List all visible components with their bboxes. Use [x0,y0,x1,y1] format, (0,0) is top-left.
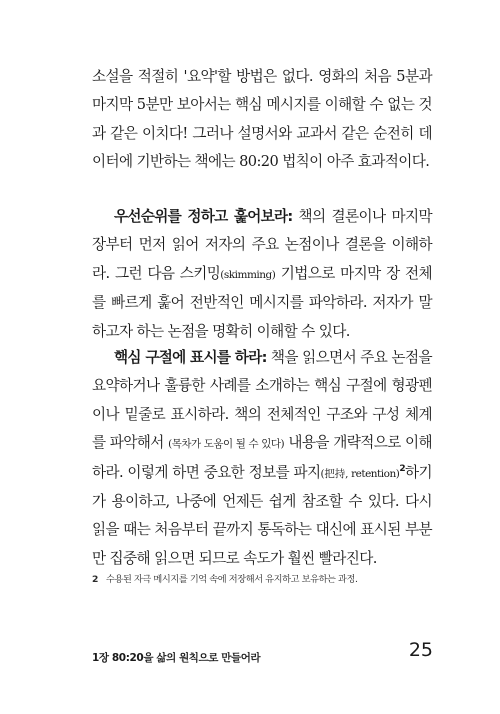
paragraph-text: 기법으로 마지막 장 전체를 빠르게 훑어 전반적인 메시지를 파악하라. 저자가 말하고자 하는 논점을 명확히 이해할 수 있다. [92,264,432,340]
inline-annotation: (skimming) [220,268,276,281]
paragraph-intro [92,63,432,177]
footnote-text: 수용된 자극 메시지를 기억 속에 저장해서 유지하고 보유하는 과정. [106,574,358,585]
paragraph-text: 책을 읽으면서 주요 논점을 요약하거나 훌륭한 사례를 소개하는 핵심 구절에 형광펜이나 밑줄로 표시하라. 책의 전체적인 구조와 구성 체계를 파악해서 [92,349,432,452]
footnote-number: 2 [92,574,98,585]
paragraph-highlight-passages [92,344,432,573]
inline-annotation: (목차가 도움이 될 수 있다) [168,438,285,451]
footnote-reference: 2 [399,463,405,474]
paragraph-text: 책의 결론이나 마지막 장부터 먼저 읽어 저자의 주요 논점이나 결론을 이해하라. 그런 다음 스키밍 [92,208,432,282]
footnote [92,573,432,587]
paragraph-intro-text: 소설을 적절히 '요약'할 방법은 없다. 영화의 처음 5분과 마지막 5분만 보아서는 핵심 메시지를 이해할 수 없는 것과 같은 이치다! 그러나 설명서와 교과서 같은 순전히 데이터에 기반하는 책에는 80:20 법칙이 아주 효과적이다. [92,68,432,171]
paragraph-heading-highlight: 핵심 구절에 표시를 하라: [114,349,267,366]
paragraph-text: 내용을 개략적으로 이해하라. 이렇게 하면 중요한 정보를 파지 [92,434,432,481]
paragraph-heading-prioritize: 우선순위를 정하고 훑어보라: [114,208,293,225]
paragraph-text: 하기가 용이하고, 나중에 언제든 쉽게 참조할 수 있다. 다시 읽을 때는 처음부터 끝까지 통독하는 대신에 표시된 부분만 집중해 읽으면 되므로 속도가 훨씬 빨라진다. [92,463,432,567]
paragraph-prioritize-skim [92,203,432,346]
page-number: 25 [408,639,433,661]
inline-annotation: (把持, retention) [320,467,400,480]
running-header: 1장 80:20을 삶의 원칙으로 만들어라 [92,652,261,664]
